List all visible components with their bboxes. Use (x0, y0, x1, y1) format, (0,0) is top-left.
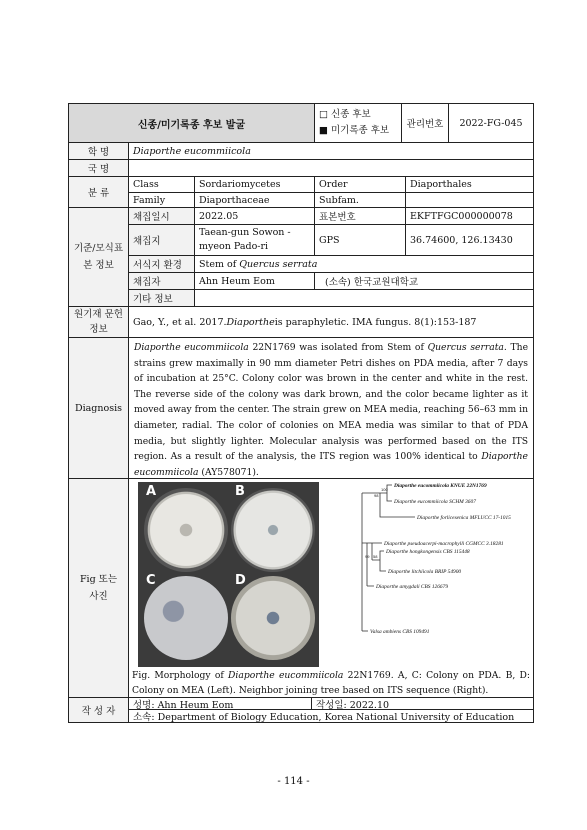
order-key: Order (314, 176, 406, 193)
subfamily-key: Subfam. (314, 192, 406, 208)
author-name: 성명: Ahn Heum Eom (128, 697, 312, 710)
collector-affiliation: (소속) 한국교원대학교 (314, 272, 534, 290)
reference-genus: Diaporthe (226, 316, 275, 328)
colony-plate-a (144, 488, 228, 572)
author-label: 작 성 자 (68, 697, 129, 723)
other-info-label: 기타 정보 (128, 289, 195, 307)
tree-taxon-7: Diaporthe amygdali CBS 126679 (376, 584, 449, 590)
author-affiliation: 소속: Department of Biology Education, Korea National University of Education (128, 709, 534, 723)
collection-site-label: 채집지 (128, 224, 195, 256)
specimen-number-label: 표본번호 (314, 207, 406, 225)
class-key: Class (128, 176, 195, 193)
order-value: Diaporthales (405, 176, 534, 193)
sci-name-label: 학 명 (68, 142, 129, 160)
tree-support-3: 99 (365, 554, 370, 559)
panel-c-label: C (146, 573, 156, 588)
collection-site-value: Taean-gun Sowon -myeon Pado-ri (194, 224, 315, 256)
diagnosis-text-3: (AY578071). (198, 466, 259, 478)
kor-name-value (128, 159, 534, 177)
sci-name-value: Diaporthe eucommiicola (128, 142, 534, 160)
unrecorded-species-checkbox[interactable]: ■ 미기록종 후보 (319, 125, 390, 136)
habitat-species: Quercus serrata (239, 258, 318, 270)
tree-taxon-6: Diaporthe litchiicola BRIP 54900 (388, 569, 462, 575)
specimen-number-value: EKFTFGC000000078 (405, 207, 534, 225)
tree-taxon-4: Diaporthe pseudoacerpi-macrophylli CGMCC 3.18281 (384, 541, 504, 547)
tree-support-4: 58 (373, 554, 378, 559)
diagnosis-label: Diagnosis (68, 337, 129, 479)
form-title (68, 103, 315, 143)
tree-support-1: 100 (381, 487, 388, 492)
other-info-value (194, 289, 534, 307)
reference-rest: is paraphyletic. IMA fungus. 8(1):153-187 (274, 316, 477, 328)
kor-name-label: 국 명 (68, 159, 129, 177)
tree-taxon-3: Diaporthe forlicesenica MFLUCC 17-1015 (417, 515, 511, 521)
tree-taxon-8: Valsa ambiens CBS 109491 (370, 629, 430, 635)
panel-a-label: A (146, 484, 157, 499)
family-key: Family (128, 192, 195, 208)
subfamily-value (405, 192, 534, 208)
caption-species: Diaporthe eucommiicola (228, 670, 344, 681)
tree-taxon-1: Diaporthe eucommiicola KNUE 22N1769 (394, 483, 487, 489)
colony-plate-d (231, 576, 315, 660)
caption-rest: 22N1769. A, C: Colony on PDA. B, D: Colony on MEA (Left). Neighbor joining tree based on ITS sequence (Right). (132, 670, 531, 696)
collection-date-value: 2022.05 (194, 207, 315, 225)
habitat-prefix: Stem of (199, 258, 237, 270)
mgmt-number-value: 2022-FG-045 (448, 103, 534, 143)
candidate-type-box (314, 103, 402, 143)
reference-label: 원기재 문헌 정보 (68, 306, 129, 338)
diagnosis-species: Diaporthe eucommiicola (134, 342, 249, 353)
class-value: Sordariomycetes (194, 176, 315, 193)
tree-taxon-2: Diaporthe eucommiicola SCHM 3607 (394, 499, 476, 505)
panel-b-label: B (235, 484, 245, 499)
diagnosis-text (128, 337, 534, 479)
panel-d-label: D (235, 573, 246, 588)
classification-label: 분 류 (68, 176, 129, 208)
form-title-text: 신종/미기록종 후보 발굴 (137, 119, 246, 131)
diagnosis-text-1: 22N1769 was isolated from Stem of (248, 342, 428, 353)
diagnosis-host: Quercus serrata (427, 342, 504, 353)
habitat-value (194, 255, 534, 273)
page-number: - 114 - (277, 776, 310, 787)
tree-branches (362, 485, 415, 631)
tree-support-values (365, 487, 388, 559)
author-date: 작성일: 2022.10 (311, 697, 534, 710)
phylogenetic-tree (322, 481, 532, 641)
collector-value: Ahn Heum Eom (194, 272, 315, 290)
colony-plate-b (231, 488, 315, 572)
tree-support-2: 98 (374, 493, 379, 498)
tree-taxon-5: Diaporthe hongkongensis CBS 115448 (386, 549, 470, 555)
family-value: Diaporthaceae (194, 192, 315, 208)
collector-label: 채집자 (128, 272, 195, 290)
reference-authors: Gao, Y., et al. 2017. (133, 316, 227, 328)
colony-photo-grid (138, 482, 319, 667)
diagnosis-match: Diaporthe eucommiicola (134, 451, 528, 478)
figure-cell (128, 478, 534, 698)
colony-plate-c (144, 576, 228, 660)
caption-prefix: Fig. Morphology of (132, 670, 229, 681)
specimen-section-label: 기준/모식표 본 정보 (68, 207, 129, 307)
mgmt-number-label: 관리번호 (401, 103, 449, 143)
new-species-checkbox[interactable]: □ 신종 후보 (319, 109, 371, 120)
figure-caption (132, 668, 530, 698)
reference-value (128, 306, 534, 338)
diagnosis-text-2: . The strains grew maximally in 90 mm diameter Petri dishes on PDA media, after 7 days of incubation at 25°C. Colony color was brown in the center and white in the rest. The reverse side of the colony was dark brown, and the color became lighter as it moved away from the center. The strain grew on MEA media, reaching 56–63 mm in diameter, radial. The color of colonies on MEA media was similar to that of PDA media, but slightly lighter. Molecular analysis was performed based on the ITS region. As a result of the analysis, the ITS region was 100% identical to (134, 342, 529, 463)
tree-taxa (370, 483, 511, 635)
habitat-label: 서식지 환경 (128, 255, 195, 273)
figure-label: Fig 또는 사진 (68, 478, 129, 698)
gps-value: 36.74600, 126.13430 (405, 224, 534, 256)
collection-date-label: 채집일시 (128, 207, 195, 225)
gps-label: GPS (314, 224, 406, 256)
